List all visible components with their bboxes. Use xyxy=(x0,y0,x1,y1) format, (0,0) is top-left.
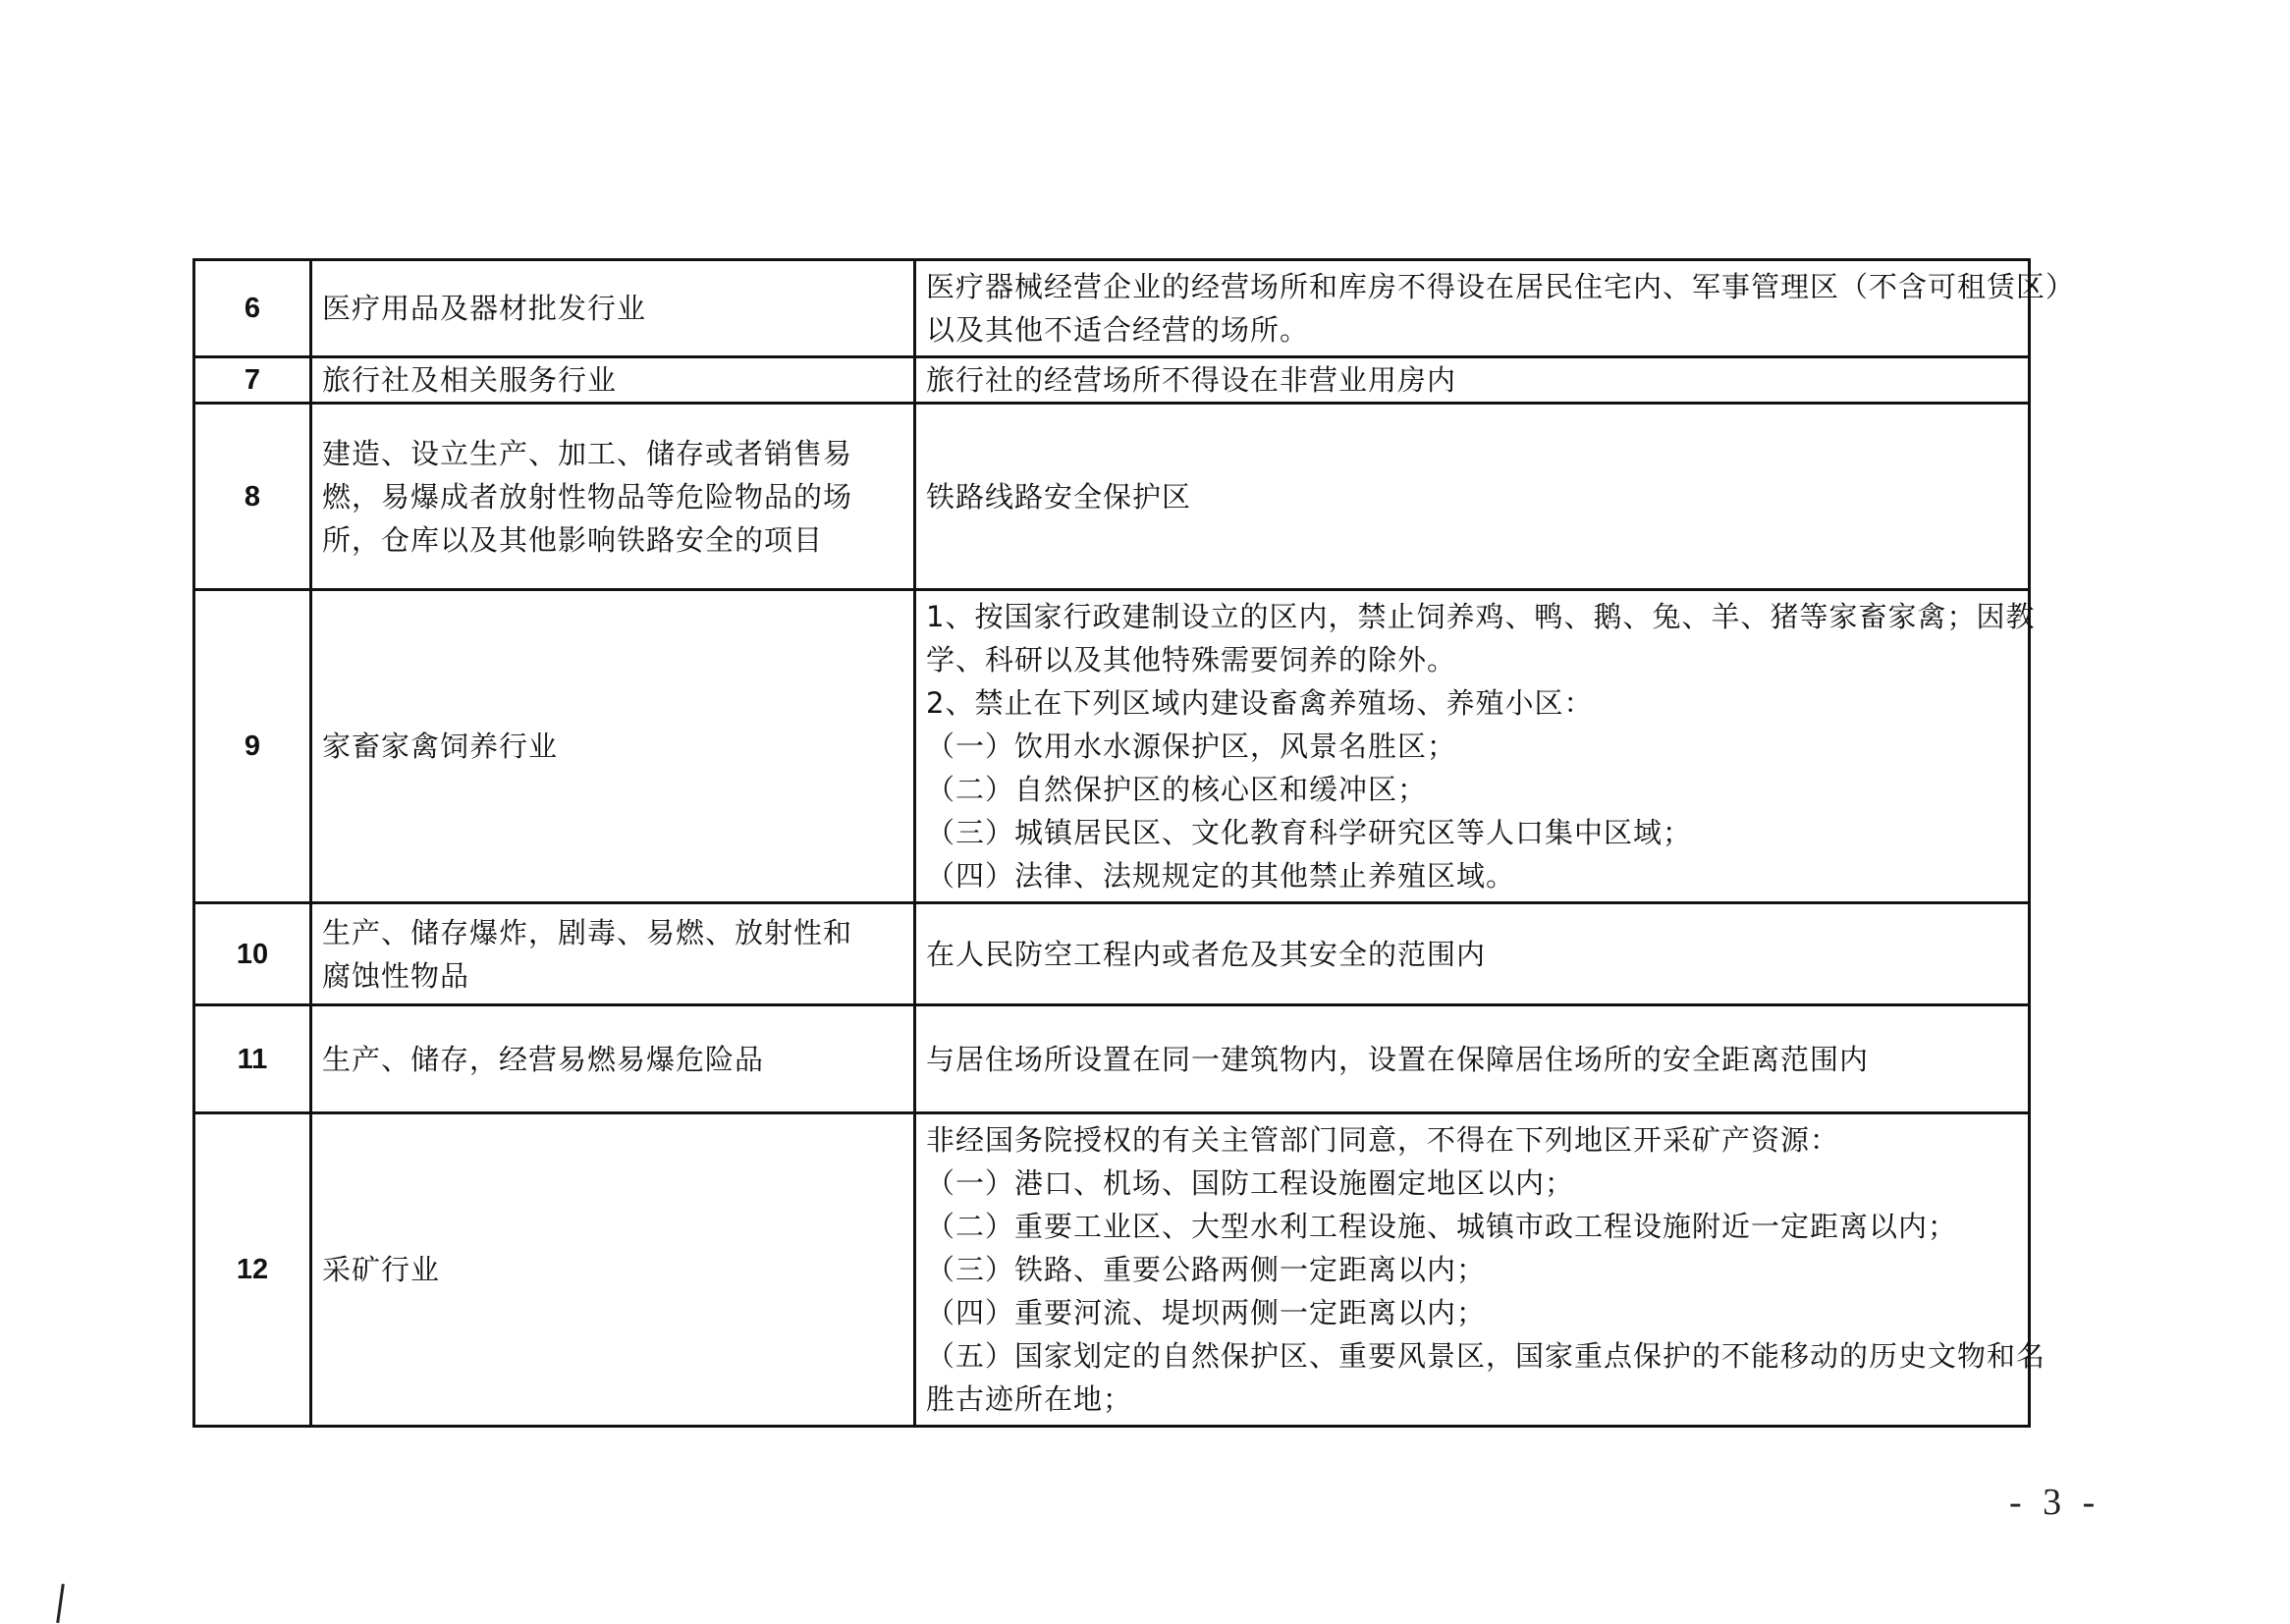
table-row-10 xyxy=(194,903,2030,1005)
requirement-cell xyxy=(915,590,2036,903)
row-number: 10 xyxy=(194,903,311,1005)
requirement-line: 铁路线路安全保护区 xyxy=(926,479,1192,514)
margin-mark xyxy=(56,1584,65,1623)
regulation-table xyxy=(192,258,2076,1428)
requirement-line: （四）法律、法规规定的其他禁止养殖区域。 xyxy=(926,859,1516,893)
requirement-line: 以及其他不适合经营的场所。 xyxy=(926,313,1310,347)
table-row-11 xyxy=(194,1005,2030,1113)
industry-line: 家畜家禽饲养行业 xyxy=(322,730,559,763)
requirement-line: 与居住场所设置在同一建筑物内，设置在保障居住场所的安全距离范围内 xyxy=(926,1042,1870,1076)
table-row-7 xyxy=(194,357,2030,404)
industry-line: 医疗用品及器材批发行业 xyxy=(322,292,647,325)
industry-cell xyxy=(311,357,915,404)
requirement-line: （二）重要工业区、大型水利工程设施、城镇市政工程设施附近一定距离以内； xyxy=(926,1210,1958,1243)
industry-cell xyxy=(311,1113,915,1427)
requirement-line: 1、按国家行政建制设立的区内，禁止饲养鸡、鸭、鹅、兔、羊、猪等家畜家禽；因教 xyxy=(926,600,2036,633)
requirement-line: 非经国务院授权的有关主管部门同意，不得在下列地区开采矿产资源： xyxy=(926,1123,1840,1157)
requirement-cell xyxy=(915,357,2030,404)
row-number: 12 xyxy=(194,1113,311,1427)
row-number: 6 xyxy=(194,260,311,357)
row-number: 11 xyxy=(194,1005,311,1113)
requirement-cell xyxy=(915,1005,2030,1113)
industry-cell xyxy=(311,590,915,903)
requirement-line: （一）港口、机场、国防工程设施圈定地区以内； xyxy=(926,1166,1575,1200)
requirement-line: （四）重要河流、堤坝两侧一定距离以内； xyxy=(926,1296,1487,1329)
industry-cell xyxy=(311,260,915,357)
requirement-line: （一）饮用水水源保护区，风景名胜区； xyxy=(926,730,1457,763)
requirement-line: 医疗器械经营企业的经营场所和库房不得设在居民住宅内、军事管理区（不含可租赁区） xyxy=(926,270,2076,303)
requirement-cell xyxy=(915,1113,2046,1427)
requirement-line: 胜古迹所在地； xyxy=(926,1382,1133,1416)
industry-cell xyxy=(311,903,915,1005)
industry-cell xyxy=(311,404,915,590)
row-number: 9 xyxy=(194,590,311,903)
requirement-line: （三）城镇居民区、文化教育科学研究区等人口集中区域； xyxy=(926,816,1693,849)
requirement-line: （二）自然保护区的核心区和缓冲区； xyxy=(926,773,1428,806)
requirement-line: （五）国家划定的自然保护区、重要风景区，国家重点保护的不能移动的历史文物和名 xyxy=(926,1339,2046,1373)
table-row-9 xyxy=(194,590,2030,903)
industry-line: 生产、储存爆炸，剧毒、易燃、放射性和 xyxy=(322,915,853,949)
row-number: 7 xyxy=(194,357,311,404)
table-row-6 xyxy=(194,260,2030,357)
industry-line: 旅行社及相关服务行业 xyxy=(322,363,618,397)
industry-line: 建造、设立生产、加工、储存或者销售易 xyxy=(322,436,853,470)
table-row-8 xyxy=(194,404,2030,590)
requirement-line: 2、禁止在下列区域内建设畜禽养殖场、养殖小区： xyxy=(926,686,1594,720)
requirement-line: 在人民防空工程内或者危及其安全的范围内 xyxy=(926,937,1487,971)
requirement-cell xyxy=(915,404,2030,590)
row-number: 8 xyxy=(194,404,311,590)
requirement-line: 旅行社的经营场所不得设在非营业用房内 xyxy=(926,363,1457,397)
industry-line: 生产、储存，经营易燃易爆危险品 xyxy=(322,1042,765,1076)
industry-cell xyxy=(311,1005,915,1113)
industry-line: 所，仓库以及其他影响铁路安全的项目 xyxy=(322,522,824,557)
requirement-cell xyxy=(915,903,2030,1005)
requirement-line: （三）铁路、重要公路两侧一定距离以内； xyxy=(926,1253,1487,1286)
industry-line: 腐蚀性物品 xyxy=(322,958,470,993)
page-number: - 3 - xyxy=(2009,1482,2101,1523)
industry-line: 采矿行业 xyxy=(322,1253,441,1286)
requirement-line: 学、科研以及其他特殊需要饲养的除外。 xyxy=(926,643,1457,677)
requirement-cell xyxy=(915,260,2076,357)
industry-line: 燃，易爆成者放射性物品等危险物品的场 xyxy=(322,479,853,514)
table-row-12 xyxy=(194,1113,2030,1427)
